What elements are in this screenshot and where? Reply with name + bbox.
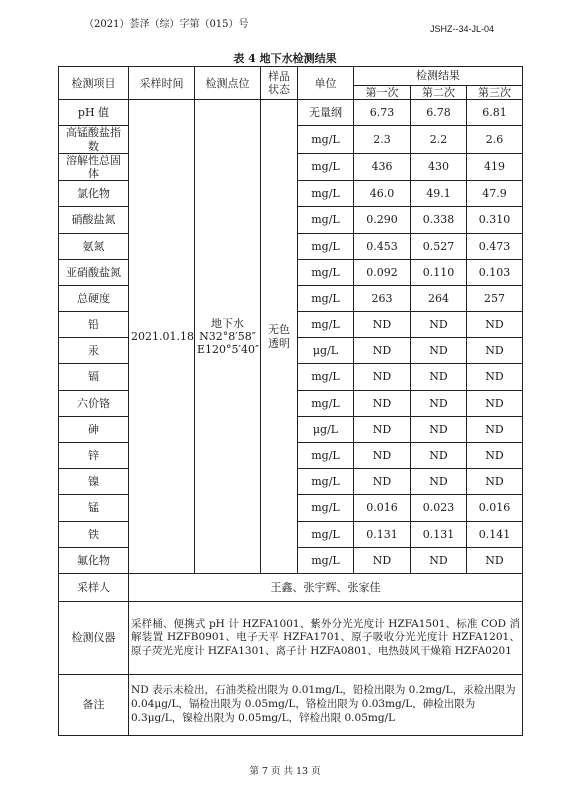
item-cell: 氟化物 [59,547,129,573]
result-second-cell: 6.78 [411,100,467,126]
page-footer: 第 7 页 共 13 页 [249,766,321,777]
instruments-label: 检测仪器 [59,601,129,674]
item-cell: 总硬度 [59,285,129,311]
result-first-cell: 2.3 [354,126,411,153]
result-third-cell: 47.9 [467,181,523,207]
item-cell: 硝酸盐氮 [59,207,129,233]
result-second-cell: ND [411,443,467,469]
item-cell: 亚硝酸盐氮 [59,259,129,285]
unit-cell: mg/L [298,547,354,573]
location-line: N32°8′58″ [199,329,256,343]
result-second-cell: 0.110 [411,259,467,285]
result-first-cell: 46.0 [354,181,411,207]
result-first-cell: ND [354,312,411,338]
unit-cell: 无量纲 [298,100,354,126]
result-first-cell: 6.73 [354,100,411,126]
result-first-cell: 0.016 [354,495,411,521]
result-second-cell: 264 [411,285,467,311]
result-third-cell: ND [467,338,523,364]
result-first-cell: ND [354,416,411,442]
header-sample-time: 采样时间 [129,67,195,100]
item-cell: 溶解性总固体 [59,153,129,180]
result-third-cell: 257 [467,285,523,311]
unit-cell: mg/L [298,312,354,338]
result-second-cell: 0.338 [411,207,467,233]
location-cell [195,100,261,574]
document-code: JSHZ--34-JL-04 [429,24,494,34]
report-number: （2021）荟泽（综）字第（015）号 [84,19,249,30]
unit-cell: μg/L [298,338,354,364]
sampler-value: 王鑫、张宇辉、张家佳 [129,573,523,601]
result-second-cell: 0.131 [411,521,467,547]
result-second-cell: 430 [411,153,467,180]
item-cell: 镍 [59,469,129,495]
result-second-cell: 0.527 [411,233,467,259]
result-first-cell: 263 [354,285,411,311]
result-third-cell: ND [467,364,523,390]
item-cell: 汞 [59,338,129,364]
header-results: 检测结果 [354,67,523,86]
result-first-cell: ND [354,364,411,390]
result-third-cell: ND [467,469,523,495]
unit-cell: mg/L [298,126,354,153]
result-third-cell: 2.6 [467,126,523,153]
unit-cell: mg/L [298,469,354,495]
remarks-value: ND 表示未检出，石油类检出限为 0.01mg/L，铅检出限为 0.2mg/L，汞检出限为 0.04μg/L，镉检出限为 0.05mg/L，铬检出限为 0.03mg/L，砷检出限为 0.3μg/L，镍检出限为 0.05mg/L，锌检出限 0.05mg/L [129,674,523,735]
result-first-cell: ND [354,547,411,573]
result-second-cell: ND [411,469,467,495]
groundwater-results-table [58,66,523,736]
result-second-cell: ND [411,416,467,442]
unit-cell: mg/L [298,443,354,469]
unit-cell: μg/L [298,416,354,442]
item-cell: 锰 [59,495,129,521]
result-third-cell: ND [467,547,523,573]
unit-cell: mg/L [298,153,354,180]
result-second-cell: 0.023 [411,495,467,521]
unit-cell: mg/L [298,495,354,521]
item-cell: 铅 [59,312,129,338]
result-third-cell: ND [467,443,523,469]
unit-cell: mg/L [298,181,354,207]
header-location: 检测点位 [195,67,261,100]
location-line: 地下水 [211,316,244,330]
sample-time-cell: 2021.01.18 [129,100,195,574]
remarks-row [59,674,523,735]
result-third-cell: 0.473 [467,233,523,259]
item-cell: pH 值 [59,100,129,126]
result-third-cell: ND [467,312,523,338]
result-first-cell: ND [354,338,411,364]
item-cell: 锌 [59,443,129,469]
result-third-cell: 419 [467,153,523,180]
sampler-label: 采样人 [59,573,129,601]
result-third-cell: 0.103 [467,259,523,285]
sampler-row [59,573,523,601]
result-first-cell: 0.290 [354,207,411,233]
result-first-cell: 0.453 [354,233,411,259]
result-third-cell: 6.81 [467,100,523,126]
item-cell: 高锰酸盐指数 [59,126,129,153]
sample-state-cell: 无色透明 [261,100,298,574]
header-row [59,67,523,86]
result-second-cell: ND [411,547,467,573]
unit-cell: mg/L [298,285,354,311]
item-cell: 氯化物 [59,181,129,207]
item-cell: 铁 [59,521,129,547]
result-third-cell: ND [467,416,523,442]
result-second-cell: ND [411,312,467,338]
unit-cell: mg/L [298,207,354,233]
instruments-value: 采样桶、便携式 pH 计 HZFA1001、紫外分光光度计 HZFA1501、标准 COD 消解装置 HZFB0901、电子天平 HZFA1701、原子吸收分光光度计 HZFA1201、原子荧光光度计 HZFA1301、离子计 HZFA0801、电热鼓风干燥箱 HZFA0201 [129,601,523,674]
item-cell: 氨氮 [59,233,129,259]
unit-cell: mg/L [298,390,354,416]
item-cell: 六价铬 [59,390,129,416]
header-third: 第三次 [467,86,523,100]
result-second-cell: 49.1 [411,181,467,207]
result-second-cell: ND [411,364,467,390]
unit-cell: mg/L [298,259,354,285]
result-first-cell: ND [354,443,411,469]
result-second-cell: ND [411,338,467,364]
header-second: 第二次 [411,86,467,100]
unit-cell: mg/L [298,233,354,259]
header-item: 检测项目 [59,67,129,100]
result-first-cell: ND [354,390,411,416]
remarks-label: 备注 [59,674,129,735]
table-row [59,100,523,126]
instruments-row [59,601,523,674]
header-sample-state: 样品状态 [261,67,298,100]
item-cell: 砷 [59,416,129,442]
result-third-cell: 0.016 [467,495,523,521]
result-third-cell: ND [467,390,523,416]
result-second-cell: 2.2 [411,126,467,153]
result-third-cell: 0.141 [467,521,523,547]
header-first: 第一次 [354,86,411,100]
result-second-cell: ND [411,390,467,416]
unit-cell: mg/L [298,521,354,547]
result-first-cell: ND [354,469,411,495]
location-line: E120°5′40″ [197,343,260,357]
result-first-cell: 436 [354,153,411,180]
result-first-cell: 0.092 [354,259,411,285]
header-unit: 单位 [298,67,354,100]
result-first-cell: 0.131 [354,521,411,547]
unit-cell: mg/L [298,364,354,390]
result-third-cell: 0.310 [467,207,523,233]
item-cell: 镉 [59,364,129,390]
table-title: 表 4 地下水检测结果 [233,52,337,65]
